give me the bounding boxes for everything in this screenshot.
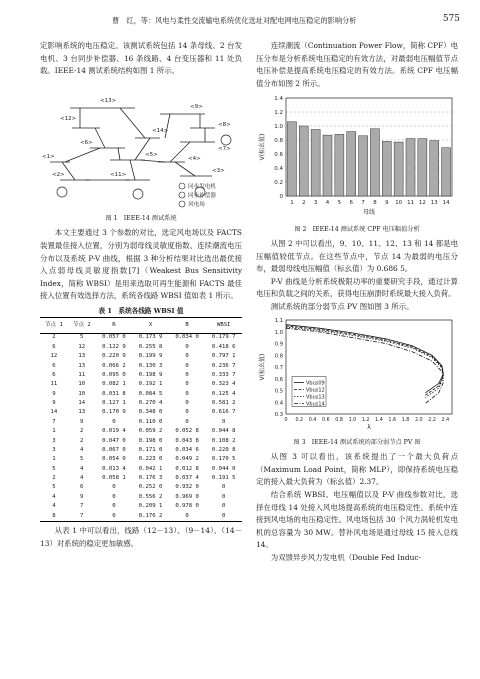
fig2-caption: 图 2 IEEE-14 测试系统 CPF 电压幅值分析 <box>294 225 420 233</box>
table-cell: 0.058 1 <box>102 475 126 482</box>
table-cell: 0.054 0 <box>102 456 126 463</box>
table-cell: 0 <box>222 418 226 425</box>
bar <box>442 148 451 196</box>
x-tick-label: 12 <box>418 200 426 207</box>
y-axis-label: V(标幺值) <box>259 353 266 380</box>
table-cell: 0 <box>185 400 189 407</box>
table-cell: 7 <box>68 512 96 522</box>
legend-generator: 同步发电机 <box>188 183 216 190</box>
table-cell: 0.047 0 <box>102 437 126 444</box>
left-paragraph-3: 从表 1 中可以看出，线路（12－13）、（9－14）、（14－13）对系统的稳定更加敏感。 <box>40 526 242 548</box>
table-cell: 0.252 0 <box>138 484 163 491</box>
table-row <box>40 380 242 389</box>
table-cell: 0.173 9 <box>138 334 163 341</box>
table-cell: 0.122 9 <box>102 343 126 350</box>
y-tick-label: 0.6 <box>274 152 283 159</box>
table-cell: 0.042 1 <box>138 465 163 472</box>
table-cell: 9 <box>52 390 56 397</box>
table-cell: 0.052 8 <box>175 428 199 435</box>
table-cell: 0.067 0 <box>102 446 126 453</box>
table-cell: 0 <box>185 371 189 378</box>
svg-text:<5>: <5> <box>145 151 158 158</box>
table-row <box>40 502 242 511</box>
table-cell: 3 <box>52 437 56 444</box>
y-tick-label: 0.3 <box>274 411 283 418</box>
table-cell: 6 <box>80 484 84 491</box>
table-cell: 7 <box>52 418 56 425</box>
table-header-cell: WBSI <box>205 317 242 333</box>
table-header-cell: 节点 2 <box>68 317 96 333</box>
table-row <box>40 418 242 427</box>
table-cell: 4 <box>52 493 56 500</box>
table-cell: 0.199 9 <box>138 353 163 360</box>
table-row <box>40 512 242 522</box>
x-tick-label: 3 <box>313 200 318 207</box>
x-tick-label: 1.6 <box>388 417 397 423</box>
table-cell: 0 <box>96 512 133 522</box>
bar <box>335 135 344 197</box>
bar <box>382 142 391 197</box>
x-axis-label: 母线 <box>362 209 376 217</box>
legend-compensator: 同步补偿器 <box>188 192 216 199</box>
svg-text:<2>: <2> <box>52 171 65 178</box>
table-cell: 0 <box>112 503 116 510</box>
y-tick-label: 0.4 <box>274 166 283 173</box>
table-cell: 0 <box>169 512 206 522</box>
table-cell: 0.110 0 <box>138 418 163 425</box>
table-row <box>40 474 242 483</box>
table-cell: 0.108 2 <box>211 437 236 444</box>
svg-text:<11>: <11> <box>110 171 127 178</box>
table-cell: 1 <box>52 428 56 435</box>
bar <box>359 136 368 196</box>
table-cell: 7 <box>80 503 84 510</box>
table-cell: 0.191 5 <box>211 475 236 482</box>
table-cell: 2 <box>52 475 56 482</box>
table-cell: 0.059 2 <box>138 428 163 435</box>
table-cell: 9 <box>52 400 56 407</box>
x-tick-label: 0 <box>284 417 288 423</box>
table-cell: 2 <box>80 437 84 444</box>
y-tick-label: 0.4 <box>274 399 283 406</box>
x-tick-label: 4 <box>325 200 330 207</box>
x-tick-label: 2.2 <box>428 417 436 423</box>
table-cell: 0.066 2 <box>102 362 126 369</box>
x-tick-label: 1.0 <box>348 417 357 423</box>
bar <box>347 132 356 196</box>
svg-text:<4>: <4> <box>188 155 201 162</box>
table-cell: 0.192 1 <box>138 381 163 388</box>
x-tick-label: 2.4 <box>441 417 450 423</box>
right-paragraph-6: 结合系统 WBSI、电压幅值以及 P-V 曲线参数对比，选择在母线 14 处接入风电场提高系统的电压稳定性。系统中连接到风电场的电压稳定性。风电场包括 30 个风力涡轮机发电机的总容量为 30 MW。替补风电场是通过母线 15 接入总线 14。 <box>256 489 458 550</box>
table-cell: 0.082 1 <box>102 381 126 388</box>
table-cell: 0 <box>222 484 226 491</box>
bar <box>430 141 439 196</box>
x-tick-label: 2.0 <box>414 417 423 423</box>
table-cell: 0.176 3 <box>138 475 163 482</box>
figure-2 <box>256 90 458 235</box>
x-tick-label: 1.4 <box>375 417 383 423</box>
y-tick-label: 1.0 <box>274 329 283 336</box>
bar <box>406 139 415 196</box>
table-row <box>40 352 242 361</box>
svg-text:<13>: <13> <box>100 97 117 104</box>
bar <box>394 142 403 196</box>
table-cell: 0.171 0 <box>138 446 163 453</box>
left-paragraph-2: 本文主要通过 3 个参数的对比，选定风电场以及 FACTS 装置最佳接入位置，分别为弱母线灵敏度指数、连续潮流电压分布以及系统 P-V 曲线，根据 3 种分析结果对比选出最优接入点弱母线灵敏度指数[7]（Weakest Bus Sensitivity Index，简称 WBSI）是用来选取可再生能源和 FACTS 最佳接入位置有效选择方法，系统各线路 WBSI 值如表 1 所示。 <box>40 228 242 301</box>
table-cell: 6 <box>52 343 56 350</box>
table-cell: 0.969 0 <box>175 493 199 500</box>
table-cell: 4 <box>52 503 56 510</box>
table-cell: 0.034 6 <box>175 446 199 453</box>
table-row <box>40 427 242 436</box>
table-cell: 0 <box>185 353 189 360</box>
header-title: 曹 红，等：风电与柔性交流输电系统优化选址对配电网电压稳定的影响分析 <box>112 16 357 25</box>
svg-text:<1>: <1> <box>42 153 55 160</box>
wbsi-table <box>40 317 242 522</box>
table-cell: 0.031 8 <box>102 390 126 397</box>
x-tick-label: 6 <box>349 200 353 207</box>
y-tick-label: 1.1 <box>274 317 283 324</box>
cpf-bar-chart <box>256 90 458 218</box>
x-tick-label: 0.6 <box>322 417 330 423</box>
table-cell: 13 <box>78 409 86 416</box>
table-cell: 0 <box>185 409 189 416</box>
table-cell: 12 <box>50 353 58 360</box>
right-paragraph-1: 连续潮流（Continuation Power Flow，简称 CPF）电压分布是分析系统电压稳定的有效方法，对最弱电压幅值节点电压补偿是提高系统电压稳定的有效方法。系统 CPF 电压幅值分布如图 2 所示。 <box>256 41 458 88</box>
bar <box>418 139 427 196</box>
svg-text:<12>: <12> <box>60 115 77 122</box>
table-cell: 0.323 4 <box>211 381 236 388</box>
y-tick-label: 0 <box>279 194 283 201</box>
table-cell: 0 <box>185 343 189 350</box>
table-row <box>40 343 242 352</box>
table-cell: 0.348 0 <box>138 409 163 416</box>
table-cell: 0.581 2 <box>211 400 236 407</box>
table1-caption: 表 1 系统各线路 WBSI 值 <box>98 306 184 315</box>
left-paragraph-1: 定影响系统的电压稳定。该测试系统包括 14 条母线、2 台发电机、3 台同步补偿器、16 条线路、4 台变压器和 11 处负载。IEEE-14 测试系统结构如图 1 所示。 <box>40 41 242 76</box>
table-cell: 0.044 0 <box>211 465 236 472</box>
table-cell: 0.127 1 <box>102 400 126 407</box>
table-cell: 0.616 7 <box>211 409 236 416</box>
table-row <box>40 437 242 446</box>
table-cell: 0.270 4 <box>138 400 163 407</box>
legend-windfarm: 风电场 <box>188 201 205 208</box>
table-cell: 0 <box>112 418 116 425</box>
y-tick-label: 0.8 <box>274 138 283 145</box>
y-tick-label: 0.2 <box>274 180 283 187</box>
table-cell: 0.198 9 <box>138 371 163 378</box>
right-paragraph-4: 测试系统的部分弱节点 PV 图如图 3 所示。 <box>270 301 414 311</box>
right-paragraph-2: 从图 2 中可以看出，9、10、11、12、13 和 14 都是电压幅值较低节点。在这些节点中，节点 14 为最弱的电压分布，最弱母线电压幅值（标幺值）为 0.686 5。 <box>256 238 458 274</box>
table-cell: 10 <box>78 381 86 388</box>
x-tick-label: 13 <box>430 200 438 207</box>
x-tick-label: 1 <box>290 200 294 207</box>
legend-label: Vbus14 <box>306 400 325 407</box>
table-cell: 6 <box>52 371 56 378</box>
table-cell: 0.236 7 <box>211 362 236 369</box>
x-tick-label: 7 <box>361 200 365 207</box>
table-cell: 0.556 2 <box>138 493 163 500</box>
table-cell: 11 <box>78 371 86 378</box>
table-header-cell: X <box>132 317 169 333</box>
x-tick-label: 2 <box>302 200 306 207</box>
table-cell: 0.209 1 <box>138 503 163 510</box>
bar <box>370 129 379 196</box>
y-tick-label: 1.0 <box>274 124 283 131</box>
table-cell: 0.198 0 <box>138 437 163 444</box>
table-header-cell: 节点 1 <box>40 317 68 333</box>
table-cell: 0.797 1 <box>211 353 236 360</box>
table-cell: 0.034 0 <box>175 334 199 341</box>
table-cell: 0 <box>112 484 116 491</box>
svg-text:<7>: <7> <box>218 145 231 152</box>
table-row <box>40 409 242 418</box>
table-body <box>40 333 242 522</box>
table-row <box>40 371 242 380</box>
running-header <box>40 14 460 28</box>
table-row <box>40 493 242 502</box>
table-header-cell: B <box>169 317 206 333</box>
table-cell: 0.170 5 <box>211 456 236 463</box>
table-cell: 9 <box>80 418 84 425</box>
svg-text:<6>: <6> <box>80 139 93 146</box>
table-cell: 0.130 3 <box>138 362 163 369</box>
ieee14-diagram <box>40 80 242 208</box>
x-tick-label: 5 <box>337 200 342 207</box>
table-cell: 0 <box>185 362 189 369</box>
bar <box>323 135 332 196</box>
fig1-legend <box>179 182 216 208</box>
table-cell: 0 <box>205 512 242 522</box>
table-cell: 0.179 7 <box>211 334 236 341</box>
table-cell: 0 <box>185 418 189 425</box>
table-header-row <box>40 317 242 333</box>
x-tick-label: 1.2 <box>361 417 370 423</box>
y-tick-label: 0.8 <box>274 352 283 359</box>
svg-text:<9>: <9> <box>190 103 203 110</box>
table-row <box>40 455 242 464</box>
table-row <box>40 399 242 408</box>
table-cell: 0 <box>185 390 189 397</box>
table-cell: 0.223 0 <box>138 456 163 463</box>
table-cell: 0.176 2 <box>132 512 169 522</box>
table-cell: 4 <box>80 446 84 453</box>
table-cell: 13 <box>78 353 86 360</box>
bar <box>287 122 296 196</box>
table-cell: 0.037 4 <box>175 475 199 482</box>
table-cell: 5 <box>80 334 84 341</box>
figure-1 <box>40 80 242 225</box>
table-cell: 0.019 4 <box>102 428 126 435</box>
table-cell: 0 <box>185 381 189 388</box>
table-cell: 14 <box>50 409 58 416</box>
table-cell: 5 <box>52 484 56 491</box>
x-tick-label: 10 <box>395 200 403 207</box>
table-cell: 0.333 7 <box>211 371 236 378</box>
x-tick-label: 11 <box>407 200 414 207</box>
table-cell: 4 <box>80 475 84 482</box>
table-row <box>40 465 242 474</box>
table-row <box>40 484 242 493</box>
y-tick-label: 1.2 <box>274 110 283 117</box>
table-cell: 11 <box>50 381 58 388</box>
table-cell: 2 <box>52 334 56 341</box>
table-cell: 0.057 0 <box>102 334 126 341</box>
svg-text:<8>: <8> <box>218 121 231 128</box>
table-header-cell: R <box>96 317 133 333</box>
table-cell: 0.978 0 <box>175 503 199 510</box>
table-cell: 0 <box>112 493 116 500</box>
x-tick-label: 8 <box>373 200 377 207</box>
y-tick-label: 0.6 <box>274 376 283 383</box>
pv-curve-chart <box>256 314 458 432</box>
table-cell: 14 <box>78 400 86 407</box>
table-cell: 0.255 8 <box>138 343 163 350</box>
bar <box>299 126 308 196</box>
left-column <box>40 40 242 550</box>
legend-label: Vbus13 <box>306 393 325 400</box>
svg-text:<14>: <14> <box>152 127 169 134</box>
table-cell: 10 <box>78 390 86 397</box>
table-cell: 0.932 0 <box>175 484 199 491</box>
x-tick-label: 0.2 <box>295 417 304 423</box>
legend-label: Vbus09 <box>306 379 325 386</box>
y-tick-label: 0.5 <box>274 388 283 395</box>
table-cell: 5 <box>52 465 56 472</box>
table-cell: 9 <box>80 493 84 500</box>
table-cell: 12 <box>78 343 86 350</box>
table-cell: 0.125 4 <box>211 390 236 397</box>
legend-label: Vbus12 <box>306 386 325 393</box>
y-tick-label: 1.4 <box>274 96 283 103</box>
table-cell: 3 <box>52 446 56 453</box>
table-cell: 0.012 8 <box>175 465 199 472</box>
table-cell: 8 <box>40 512 68 522</box>
right-column <box>256 40 458 564</box>
table-cell: 0.013 4 <box>102 465 126 472</box>
page-number: 575 <box>442 14 460 24</box>
table-cell: 0 <box>222 493 226 500</box>
x-tick-label: 14 <box>442 200 450 207</box>
table-row <box>40 333 242 343</box>
table-cell: 13 <box>78 362 86 369</box>
table-cell: 0.049 2 <box>175 456 199 463</box>
table-cell: 0.170 9 <box>102 409 126 416</box>
bar <box>311 130 320 197</box>
table-cell: 0 <box>222 503 226 510</box>
table-cell: 0.220 9 <box>102 353 126 360</box>
table-cell: 0.084 5 <box>138 390 163 397</box>
table-row <box>40 390 242 399</box>
figure-3 <box>256 314 458 449</box>
x-tick-label: 9 <box>385 200 389 207</box>
table-cell: 0.044 8 <box>211 428 236 435</box>
x-tick-label: 1.8 <box>401 417 410 423</box>
table-row <box>40 362 242 371</box>
table-cell: 0.418 6 <box>211 343 236 350</box>
table-cell: 0.043 8 <box>175 437 199 444</box>
table-cell: 2 <box>80 428 84 435</box>
x-tick-label: 0.8 <box>335 417 343 423</box>
table-cell: 0.095 0 <box>102 371 126 378</box>
table-cell: 0.220 8 <box>211 446 236 453</box>
fig3-caption: 图 3 IEEE-14 测试系统的部分弱节点 PV 图 <box>293 439 421 447</box>
y-tick-label: 0.9 <box>274 341 283 348</box>
x-axis-label: λ <box>367 423 371 431</box>
table-row <box>40 446 242 455</box>
table-cell: 4 <box>80 465 84 472</box>
table-cell: 6 <box>52 362 56 369</box>
x-tick-label: 0.4 <box>308 417 317 423</box>
table-cell: 1 <box>52 456 56 463</box>
table-cell: 5 <box>80 456 84 463</box>
right-paragraph-3: P-V 曲线是分析系统极限功率的重要研究手段，通过计算电压和负载之间的关系，获得电压崩溃时系统最大接入负荷。 <box>256 276 458 299</box>
right-paragraph-7: 为双馈异步风力发电机（Double Fed Induc- <box>270 552 422 562</box>
fig1-caption: 图 1 IEEE-14 测试系统 <box>105 215 177 223</box>
y-tick-label: 0.7 <box>274 364 283 371</box>
svg-text:<3>: <3> <box>212 167 225 174</box>
right-paragraph-5: 从图 3 可以看出，该系统提出了一个最大负荷点（Maximum Load Point，简称 MLP），即保持系统电压稳定的接入最大负荷为（标幺值）2.37。 <box>256 452 458 487</box>
y-axis-label: V(标幺值) <box>259 133 266 161</box>
